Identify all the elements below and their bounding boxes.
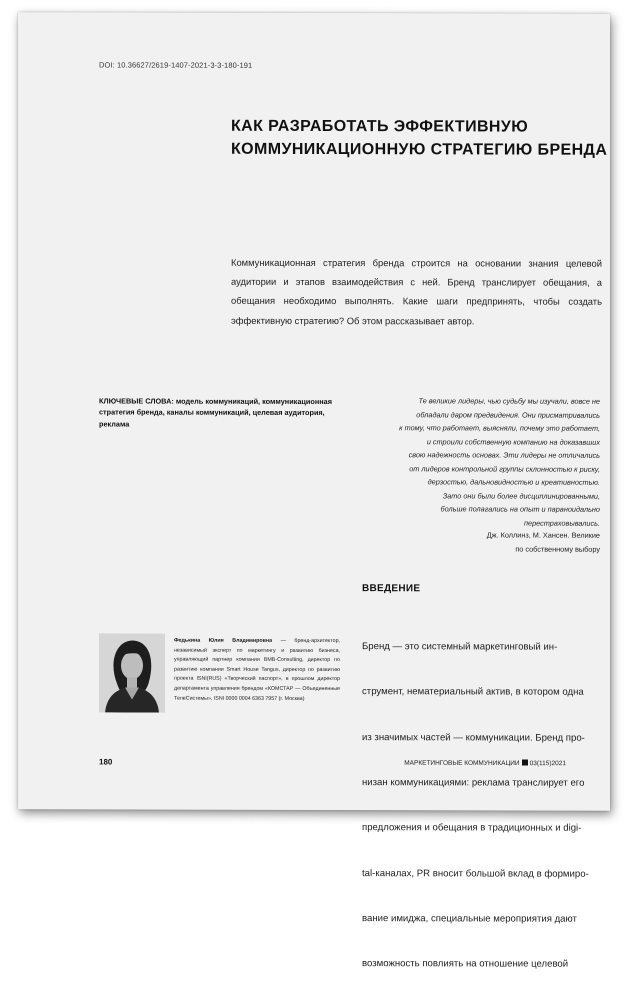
body-line: предложения и обещания в традиционных и digi- [362, 822, 582, 835]
journal-name: МАРКЕТИНГОВЫЕ КОММУНИКАЦИИ [404, 759, 520, 768]
square-separator-icon [522, 760, 528, 766]
epigraph-line: перестраховывались. [524, 518, 600, 528]
epigraph-line: к тому, что работает, выясняли, почему это работает, [399, 423, 600, 433]
body-line: низан коммуникациями: реклама транслирует его [362, 777, 585, 789]
author-photo [99, 633, 165, 712]
epigraph-line: от лидеров контрольной группы склонностью к риску, [409, 463, 600, 474]
author-name: Федькина Юлия Владимировна [174, 637, 273, 644]
author-portrait-image [99, 633, 165, 712]
epigraph-line: обладали даром предвидения. Они присматривались [416, 409, 600, 420]
epigraph [348, 394, 600, 530]
body-line: Бренд — это системный маркетинговый ин- [362, 641, 558, 653]
article-title [231, 115, 611, 162]
epigraph-line: Те великие лидеры, чью судьбу мы изучали, вовсе не [418, 396, 600, 406]
epigraph-source [348, 528, 600, 556]
epigraph-source-line-1: Дж. Коллинз, М. Хансен. Великие [486, 530, 600, 540]
page-number: 180 [99, 757, 113, 767]
keywords-block: КЛЮЧЕВЫЕ СЛОВА: модель коммуникаций, коммуникационная стратегия бренда, каналы коммуникаций, целевая аудитория, реклама [99, 396, 332, 429]
epigraph-line: и строили собственную компанию на доказавших [426, 436, 600, 447]
epigraph-line: Зато они были более дисциплинированными, [442, 490, 600, 501]
title-line-2: КОММУНИКАЦИОННУЮ СТРАТЕГИЮ БРЕНДА [231, 140, 608, 159]
running-footer [404, 759, 566, 767]
lead-paragraph: Коммуникационная стратегия бренда строится на основании знания целевой аудитории и этапов взаимодействия с ней. Бренд транслирует обещания, а обещания необходимо выполнять. Какие шаги предпринять, чтобы создать эффективную стратегию? Об этом рассказывает автор. [231, 256, 602, 327]
section-heading: ВВЕДЕНИЕ [362, 583, 421, 595]
body-line: струмент, нематериальный актив, в котором одна [362, 686, 584, 699]
page-sheet [18, 12, 610, 970]
epigraph-line: больше полагались на опыт и параноидально [440, 504, 600, 514]
epigraph-source-line-2: по собственному выбору [515, 544, 600, 554]
body-text [362, 609, 602, 1002]
author-description: — бренд-архитектор, независимый эксперт по маркетингу и развитию бизнеса, управляющий партнер компании BMB-Consulting, директор по развитию компании Smart House Tangus, директор по развитию проекта ISNI(RUS) «Творческий паспорт», в прошлом директор департамента управления брендом «КОМСТАР — Объединенные ТелеСистемы», ISNI 0000 0004 6363 7957 (г. Москва) [174, 637, 340, 702]
body-line: вание имиджа, специальные мероприятия дают [362, 913, 577, 925]
title-line-1: КАК РАЗРАБОТАТЬ ЭФФЕКТИВНУЮ [231, 117, 529, 136]
epigraph-line: дерзостью, дальновидностью и креативностью. [427, 477, 600, 487]
issue-number: 03(115)2021 [529, 760, 566, 768]
epigraph-line: свою надежность основах. Эти лидеры не отличались [408, 450, 600, 460]
author-bio [174, 637, 340, 705]
body-line: возможность повлиять на отношение целевой [362, 958, 569, 970]
body-line: из значимых частей — коммуникации. Бренд про- [362, 731, 585, 744]
body-line: tal-каналах, PR вносит большой вклад в формиро- [362, 867, 589, 880]
doi-line: DOI: 10.36627/2619-1407-2021-3-3-180-191 [99, 60, 253, 70]
